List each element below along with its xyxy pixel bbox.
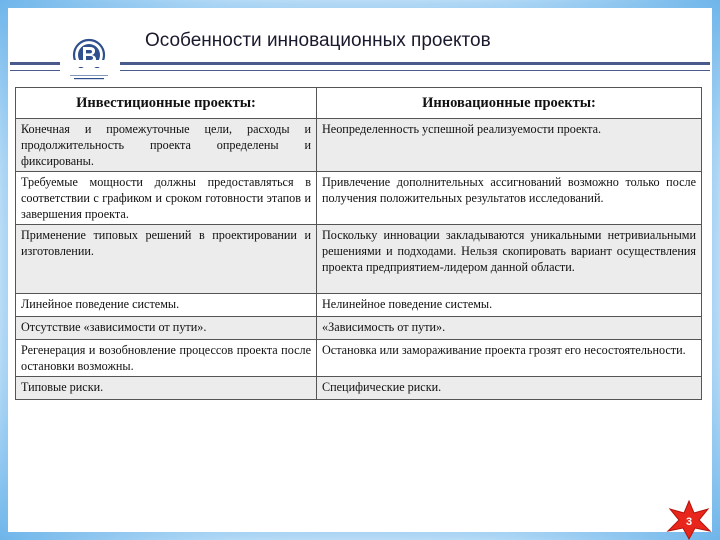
table-cell: Поскольку инновации закладываются уникальными нетривиальными решениями и подходами. Нельзя скопировать вариант осуществления проекта предприятием-лидером данной области. (317, 225, 702, 294)
hse-emblem-icon (62, 36, 116, 82)
table-header-row (16, 88, 702, 119)
table-cell: Остановка или замораживание проекта грозят его несостоятельности. (317, 340, 702, 377)
table-row (16, 377, 702, 400)
table-cell: Конечная и промежуточные цели, расходы и продолжительность проекта определены и фиксированы. (16, 119, 317, 172)
title-rule-top (10, 62, 710, 65)
table-cell: Регенерация и возобновление процессов проекта после остановки возможны. (16, 340, 317, 377)
table-cell: Неопределенность успешной реализуемости проекта. (317, 119, 702, 172)
table-row (16, 340, 702, 377)
table-cell: Линейное поведение системы. (16, 294, 317, 317)
table-row (16, 294, 702, 317)
comparison-table (15, 87, 702, 400)
table-cell: «Зависимость от пути». (317, 317, 702, 340)
table-cell: Требуемые мощности должны предоставляться в соответствии с графиком и сроком готовности этапов и завершения проекта. (16, 172, 317, 225)
table-cell: Типовые риски. (16, 377, 317, 400)
header-innovation-projects: Инновационные проекты: (317, 88, 702, 119)
header-investment-projects: Инвестиционные проекты: (16, 88, 317, 119)
table-row (16, 317, 702, 340)
table-row (16, 225, 702, 294)
slide-title: Особенности инновационных проектов (145, 30, 491, 51)
page-number-star-icon (666, 500, 712, 540)
table-cell: Нелинейное поведение системы. (317, 294, 702, 317)
table-cell: Применение типовых решений в проектировании и изготовлении. (16, 225, 317, 294)
table-row (16, 172, 702, 225)
table-cell: Отсутствие «зависимости от пути». (16, 317, 317, 340)
table-row (16, 119, 702, 172)
page-number: 3 (685, 516, 693, 528)
table-cell: Специфические риски. (317, 377, 702, 400)
table-cell: Привлечение дополнительных ассигнований возможно только после получения положительных результатов исследований. (317, 172, 702, 225)
title-rule-bottom (10, 70, 710, 71)
